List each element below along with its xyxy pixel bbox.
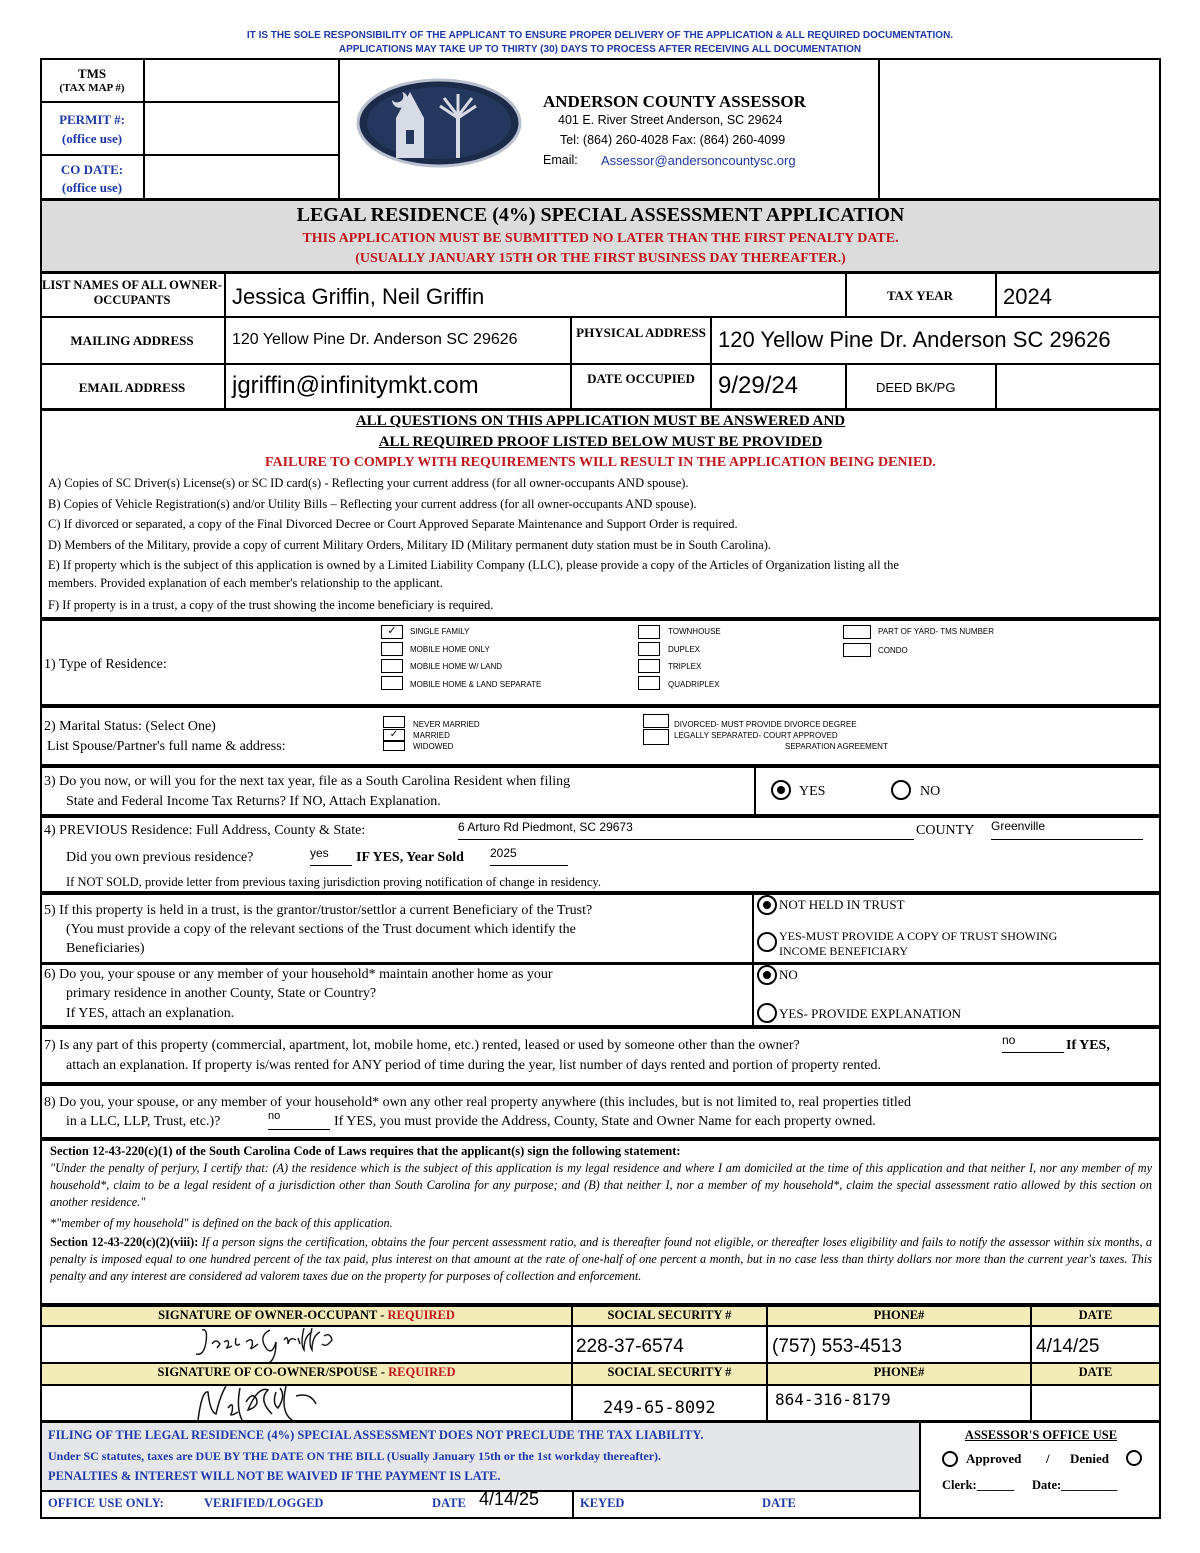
ssn-label-1: SOCIAL SECURITY # [573,1307,766,1325]
approved-radio[interactable] [942,1451,958,1467]
date-occupied-label: DATE OCCUPIED [587,371,695,386]
legal-paragraph-2: *"member of my household" is defined on the back of this application. [50,1216,393,1230]
year-sold-label: IF YES, Year Sold [356,850,464,865]
physical-address-input[interactable]: 120 Yellow Pine Dr. Anderson SC 29626 [718,327,1111,352]
owner-signature-field[interactable] [190,1322,360,1362]
q1-label: 1) Type of Residence: [44,657,167,672]
previous-address-input[interactable]: 6 Arturo Rd Piedmont, SC 29673 [458,820,914,840]
q5-line-2: (You must provide a copy of the relevant sections of the Trust document which identify the [66,922,576,937]
q5-line-1: 5) If this property is held in a trust, is the grantor/trustor/settlor a current Beneficiary of the Trust? [44,903,593,918]
deadline-line-1: THIS APPLICATION MUST BE SUBMITTED NO LATER THAN THE FIRST PENALTY DATE. [302,231,899,246]
legal-head-2: Section 12-43-220(c)(2)(viii): [50,1235,199,1249]
q7-line-1: 7) Is any part of this property (commercial, apartment, lot, mobile home, etc.) rented, leased or used by someone other than the owner? [44,1038,800,1053]
ssn-label-2: SOCIAL SECURITY # [573,1364,766,1384]
never-married-checkbox[interactable] [383,716,405,728]
q7-line-2: attach an explanation. If property is/was rented for ANY period of time during the year, list number of days rented and portion of property rented. [66,1058,881,1073]
own-previous-label: Did you own previous residence? [66,850,254,865]
physical-address-label: PHYSICAL ADDRESS [576,325,706,340]
year-sold-input[interactable]: 2025 [490,846,568,866]
married-checkbox[interactable]: ✓ [383,729,405,741]
owner-date-input[interactable]: 4/14/25 [1036,1336,1100,1357]
office-date-label: DATE [432,1496,466,1510]
office-name: ANDERSON COUNTY ASSESSOR [543,92,806,111]
not-sold-note: If NOT SOLD, provide letter from previous taxing jurisdiction proving notification of change in residency. [66,875,601,889]
office-address: 401 E. River Street Anderson, SC 29624 [558,113,783,127]
q8-line-1: 8) Do you, your spouse, or any member of your household* own any other real property anywhere (this includes, but is not limited to, real properties titled [44,1095,912,1110]
mobile-home-land-label: MOBILE HOME W/ LAND [410,662,503,671]
phone-label-1: PHONE# [768,1307,1030,1325]
deed-label: DEED BK/PG [876,380,956,395]
footer-line-1: FILING OF THE LEGAL RESIDENCE (4%) SPECIAL ASSESSMENT DOES NOT PRECLUDE THE TAX LIABILITY. [48,1428,704,1442]
notice-line-2: APPLICATIONS MAY TAKE UP TO THIRTY (30) DAYS TO PROCESS AFTER RECEIVING ALL DOCUMENTATION [338,44,862,55]
q6-yes-label: YES- PROVIDE EXPLANATION [779,1006,961,1021]
q2-line-1: 2) Marital Status: (Select One) [44,719,216,734]
permit-label: PERMIT #: [59,112,125,127]
co-signature-field[interactable] [190,1382,350,1424]
mailing-address-label: MAILING ADDRESS [70,333,194,348]
condo-label: CONDO [878,646,908,655]
requirement-c: C) If divorced or separated, a copy of the Final Divorced Decree or Court Approved Separate Maintenance and Support Order is required. [48,517,738,531]
notice-line-1: IT IS THE SOLE RESPONSIBILITY OF THE APPLICANT TO ENSURE PROPER DELIVERY OF THE APPLICATION & ALL REQUIRED DOCUMENTATION. [246,30,954,41]
owner-ssn-input[interactable]: 228-37-6574 [576,1336,684,1357]
requirement-a: A) Copies of SC Driver(s) License(s) or SC ID card(s) - Reflecting your current address (for all owner-occupants AND spouse). [48,476,689,490]
q5-not-in-trust-radio[interactable] [757,895,777,915]
county-label: COUNTY [916,823,975,838]
verified-logged-label: VERIFIED/LOGGED [204,1496,324,1510]
footer-line-2: Under SC statutes, taxes are DUE BY THE DATE ON THE BILL (Usually January 15th or the 1st workday thereafter). [48,1449,662,1463]
q2-box [40,706,1161,766]
tax-year-input[interactable]: 2024 [1003,284,1052,309]
part-of-yard-checkbox[interactable] [843,625,871,639]
form-title: LEGAL RESIDENCE (4%) SPECIAL ASSESSMENT APPLICATION [296,204,905,226]
q6-line-2: primary residence in another County, State or Country? [66,986,377,1001]
requirements-warning: FAILURE TO COMPLY WITH REQUIREMENTS WILL RESULT IN THE APPLICATION BEING DENIED. [265,455,936,470]
part-of-yard-label: PART OF YARD- TMS NUMBER [878,627,995,636]
tax-year-label: TAX YEAR [886,288,954,303]
q3-no-label: NO [920,784,941,799]
q2-line-2: List Spouse/Partner's full name & address: [47,739,286,754]
married-label: MARRIED [413,731,450,740]
q5-not-in-trust-label: NOT HELD IN TRUST [779,897,905,912]
phone-label-2: PHONE# [768,1364,1030,1384]
q5-yes-trust-label-2: INCOME BENEFICIARY [779,944,909,958]
denied-radio[interactable] [1126,1450,1142,1466]
date-label-1: DATE [1032,1307,1159,1325]
keyed-label: KEYED [580,1496,625,1510]
owner-signature-required: REQUIRED [387,1308,455,1322]
co-signature-label: SIGNATURE OF CO-OWNER/SPOUSE - [157,1365,389,1379]
legal-head: Section 12-43-220(c)(1) of the South Carolina Code of Laws requires that the applicant(s) sign the following statement: [50,1144,681,1158]
assessor-office-use-label: ASSESSOR'S OFFICE USE [964,1428,1118,1442]
owner-names-input[interactable]: Jessica Griffin, Neil Griffin [232,284,485,309]
q8-line-2b: If YES, you must provide the Address, County, State and Owner Name for each property owned. [334,1114,876,1129]
legal-paragraph-3: If a person signs the certification, obtains the four percent assessment ratio, and is thereafter found not eligible, or thereafter loses eligibility and fails to notify the assessor within six months, a penalty is imposed equal to one hundred percent of the tax paid, plus interest on that amount at the rate of one-half of one percent a month, but in no case less than thirty dollars nor more than the current year's taxes. This penalty and any interest are considered ad valorem taxes due on the property for purposes of collection and enforcement. [50,1235,1153,1283]
mobile-home-only-checkbox[interactable] [381,642,403,656]
co-phone-input[interactable]: 864-316-8179 [775,1390,891,1409]
q6-line-3: If YES, attach an explanation. [66,1006,235,1021]
q6-no-radio[interactable] [757,965,777,985]
q6-line-1: 6) Do you, your spouse or any member of your household* maintain another home as your [44,967,553,982]
q7-ifyes: If YES, [1066,1038,1110,1053]
legal-paragraph-1: "Under the penalty of perjury, I certify that: (A) the residence which is the subject of this application is my legal residence and where I am domiciled at the time of this application and that neither I, nor any member of my household*, claim to be a legal resident of a jurisdiction other than South Carolina for any purpose; and (B) that neither I, nor a member of my household*, claim the special assessment ratio allowed by this section on another residence." [50,1161,1152,1209]
duplex-label: DUPLEX [668,645,701,654]
mobile-home-separate-label: MOBILE HOME & LAND SEPARATE [410,680,542,689]
owner-signature-image [190,1322,360,1362]
owner-phone-input[interactable]: (757) 553-4513 [772,1336,902,1357]
approved-label: Approved [966,1451,1022,1466]
tms-input[interactable] [145,60,337,100]
assessor-date-field[interactable]: Date:_________ [1032,1478,1118,1492]
co-signature-required: REQUIRED [388,1365,456,1379]
office-phone: Tel: (864) 260-4028 Fax: (864) 260-4099 [560,133,786,147]
requirement-b: B) Copies of Vehicle Registration(s) and/or Utility Bills – Reflecting your current address (for all owner-occupants AND spouse). [48,497,697,511]
co-signature-image [190,1382,350,1424]
requirement-e-line-2: members. Provided explanation of each member's relationship to the applicant. [48,576,443,590]
tms-sub: (TAX MAP #) [59,82,125,94]
clerk-field[interactable]: Clerk:______ [942,1478,1015,1492]
codate-input[interactable] [145,156,337,199]
never-married-label: NEVER MARRIED [413,720,480,729]
mailing-address-input[interactable]: 120 Yellow Pine Dr. Anderson SC 29626 [232,331,518,348]
codate-label: CO DATE: [60,162,124,177]
single-family-label: SINGLE FAMILY [410,627,470,636]
own-previous-input[interactable]: yes [310,846,352,866]
permit-sub: (office use) [61,131,123,146]
requirement-f: F) If property is in a trust, a copy of the trust showing the income beneficiary is required. [48,598,494,612]
quadriplex-label: QUADRIPLEX [668,680,720,689]
mobile-home-separate-checkbox[interactable] [381,676,403,690]
divorced-checkbox[interactable] [643,714,669,728]
owner-signature-label: SIGNATURE OF OWNER-OCCUPANT - [158,1308,388,1322]
date-occupied-input[interactable]: 9/29/24 [718,372,799,399]
permit-input[interactable] [145,103,337,153]
q7-answer-input[interactable]: no [1002,1033,1064,1053]
requirement-d: D) Members of the Military, provide a copy of current Military Orders, Military ID (Military permanent duty station must be in South Carolina). [48,538,771,552]
divorced-label: DIVORCED- MUST PROVIDE DIVORCE DEGREE [674,720,857,729]
county-input[interactable]: Greenville [991,819,1143,840]
q6-no-label: NO [779,967,798,982]
approved-denied-separator: / [1046,1451,1050,1466]
mobile-home-only-label: MOBILE HOME ONLY [410,645,490,654]
q5-yes-trust-radio[interactable] [757,932,777,952]
date-label-2: DATE [1032,1364,1159,1384]
duplex-checkbox[interactable] [638,642,660,656]
quadriplex-checkbox[interactable] [638,676,660,690]
condo-checkbox[interactable] [843,643,871,657]
email-address-label: EMAIL ADDRESS [78,380,186,395]
q5-yes-trust-label-1: YES-MUST PROVIDE A COPY OF TRUST SHOWING [779,929,1058,943]
office-email-link[interactable]: Assessor@andersoncountysc.org [601,153,796,168]
triplex-label: TRIPLEX [668,662,702,671]
single-family-checkbox[interactable]: ✓ [381,625,403,639]
q3-yes-label: YES [799,784,826,799]
widowed-checkbox[interactable] [383,741,405,751]
email-address-input[interactable]: jgriffin@infinitymkt.com [232,372,479,399]
q7-box [40,1027,1161,1084]
separated-checkbox[interactable] [643,729,669,745]
deadline-line-2: (USUALLY JANUARY 15TH OR THE FIRST BUSINESS DAY THEREAFTER.) [355,251,846,266]
tms-label: TMS [77,66,107,81]
keyed-date-label: DATE [762,1496,796,1510]
q5-line-3: Beneficiaries) [66,941,145,956]
office-date-input[interactable]: 4/14/25 [479,1489,540,1509]
q3-yes-radio[interactable] [771,780,791,800]
co-ssn-input[interactable]: 249-65-8092 [603,1398,716,1418]
q3-no-radio[interactable] [891,780,911,800]
footer-line-3: PENALTIES & INTEREST WILL NOT BE WAIVED IF THE PAYMENT IS LATE. [48,1469,501,1483]
townhouse-label: TOWNHOUSE [668,627,721,636]
townhouse-checkbox[interactable] [638,625,660,639]
requirement-e-line-1: E) If property which is the subject of this application is owned by a Limited Liability Company (LLC), please provide a copy of the Articles of Organization listing all the [48,558,899,572]
mobile-home-land-checkbox[interactable] [381,659,403,673]
q3-line-2: State and Federal Income Tax Returns? If NO, Attach Explanation. [66,794,441,809]
denied-label: Denied [1070,1451,1109,1466]
requirements-head-1: ALL QUESTIONS ON THIS APPLICATION MUST BE ANSWERED AND [355,413,846,429]
separation-agreement-label: SEPARATION AGREEMENT [785,742,888,751]
office-use-only-label: OFFICE USE ONLY: [48,1496,164,1510]
widowed-label: WIDOWED [413,742,454,751]
q8-answer-input[interactable]: no [268,1110,330,1130]
owner-names-label: LIST NAMES OF ALL OWNER-OCCUPANTS [42,278,222,307]
codate-sub: (office use) [61,180,123,195]
county-seal-logo [356,78,522,168]
q3-line-1: 3) Do you now, or will you for the next tax year, file as a South Carolina Resident when filing [44,774,571,789]
separated-label: LEGALLY SEPARATED- COURT APPROVED [674,731,838,740]
q8-line-2a: in a LLC, LLP, Trust, etc.)? [66,1114,221,1129]
office-email-label: Email: [543,153,578,167]
q4-label: 4) PREVIOUS Residence: Full Address, County & State: [44,823,366,838]
requirements-head-2: ALL REQUIRED PROOF LISTED BELOW MUST BE PROVIDED [378,434,823,450]
triplex-checkbox[interactable] [638,659,660,673]
q6-yes-radio[interactable] [757,1003,777,1023]
